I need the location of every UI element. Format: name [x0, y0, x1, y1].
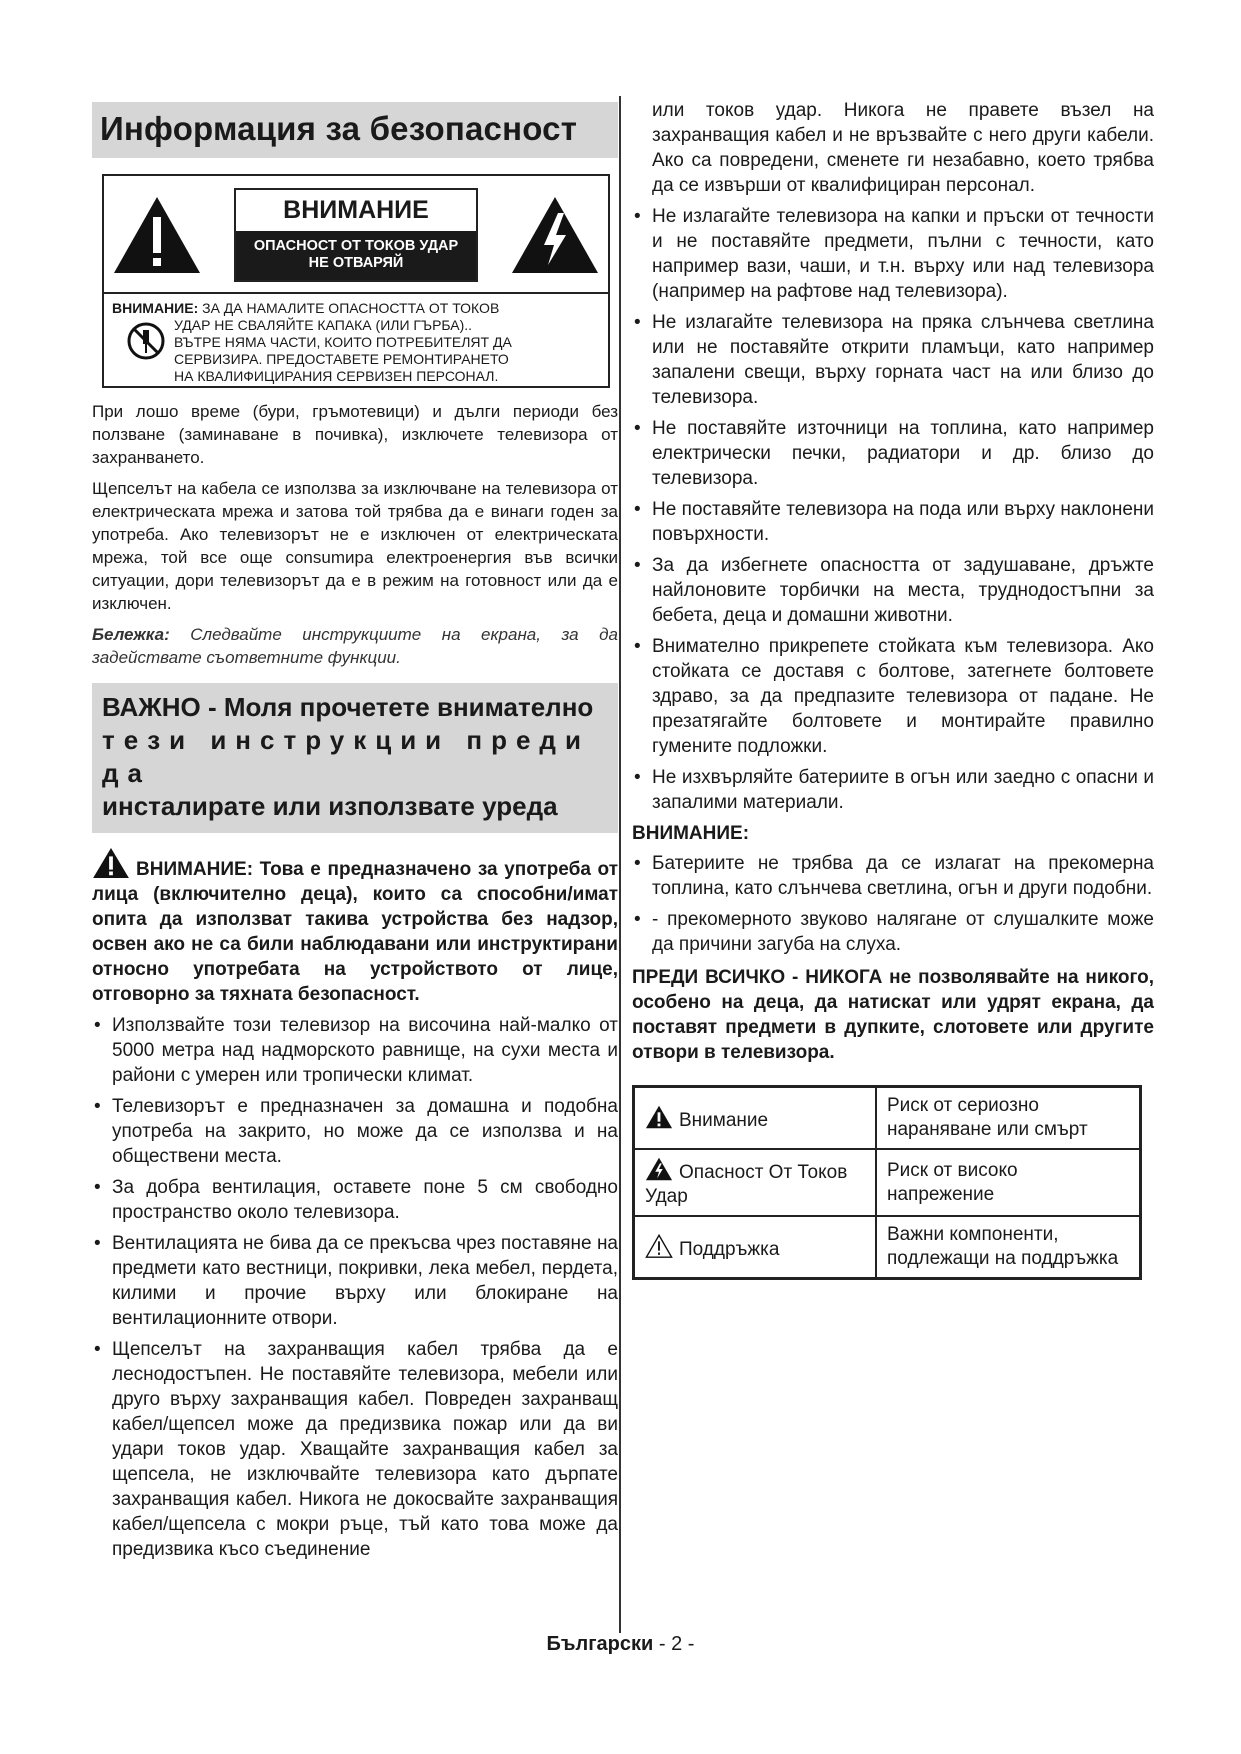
page-footer: Български - 2 - [546, 1633, 695, 1655]
paragraph-plug: Щепселът на кабела се използва за изключване на телевизора от електрическата мрежа и затова той трябва да е винаги годен за употреба. Ако телевизорът не е изключен от електрическата мрежа, той все още consumира електроенергия във всички ситуации, дори телевизорът да е в режим на готовност или да е изключен. [92, 479, 618, 613]
lightning-triangle-icon [510, 195, 600, 275]
warning-paragraph: ВНИМАНИЕ: Това е предназначено за употреба от лица (включително деца), които са способни/имат опита да използват такива устройства без надзор, освен ако не са били наблюдавани или инструктирани относно употребата на устройството от лице, отговорно за тяхната безопасност. [92, 847, 618, 1007]
no-screwdriver-icon [126, 321, 166, 361]
exclamation-triangle-icon [112, 195, 202, 275]
list-item: • Използвайте този телевизор на височина най-малко от 5000 метра над надморското равнище, на сухи места и райони с умерен или тропически климат. [92, 1013, 618, 1088]
table-row: Поддръжка Важни компоненти, подлежащи на поддръжка [634, 1216, 1141, 1279]
important-heading: ВАЖНО - Моля прочетете внимателно тези инструкции преди да инсталирате или използвате уреда [92, 683, 618, 833]
warning-triangle-icon [645, 1104, 673, 1130]
list-item: • Не поставяйте източници на топлина, като например електрически печки, радиатори и др. близо до телевизора. [632, 416, 1154, 491]
symbols-table [632, 1085, 1142, 1280]
list-item: • Не излагайте телевизора на пряка слънчева светлина или не поставяйте открити пламъци, като например запалени свещи, върху горната част на или близо до телевизора. [632, 310, 1154, 410]
right-bullet-list [632, 204, 1154, 815]
paragraph-storm: При лошо време (бури, гръмотевици) и дълги периоди без ползване (заминаване в почивка), изключете телевизора от захранването. [92, 402, 618, 467]
never-warning: ПРЕДИ ВСИЧКО - НИКОГА не позволявайте на никого, особено на деца, да натискат или удрят екрана, да поставят предмети в дупките, слотовете или другите отвори в телевизора. [632, 967, 1154, 1063]
list-item: • Не изхвърляйте батериите в огън или заедно с опасни и запалими материали. [632, 765, 1154, 815]
caution-title: ВНИМАНИЕ [283, 196, 429, 224]
warning-triangle-icon [92, 847, 130, 879]
list-item: • Щепселът на захранващия кабел трябва да е леснодостъпен. Не поставяйте телевизора, мебели или друго върху захранващия кабел. Повреден захранващ кабел/щепсел може да предизвика пожар или да ви удари токов удар. Хващайте захранващия кабел за щепсела, не изключвайте телевизора като дърпате захранващия кабел. Никога не докосвайте захранващия кабел/щепсела с мокри ръце, тъй като това може да предизвика късо съединение [92, 1337, 618, 1562]
list-item: • Не излагайте телевизора на капки и пръски от течности и не поставяйте предмети, пълни с течности, като например вази, чаши, и т.н. върху или над телевизора (например на рафтове над телевизора). [632, 204, 1154, 304]
electric-shock-icon [645, 1156, 673, 1182]
caution-title-box [234, 188, 478, 282]
right-column [632, 100, 1154, 1280]
maintenance-triangle-icon [645, 1233, 673, 1259]
left-column [92, 100, 618, 1568]
list-item: • Внимателно прикрепете стойката към телевизора. Ако стойката се доставя с болтове, затегнете болтовете здраво, за да предпазите телевизора от падане. Не презатягайте болтовете и монтирайте правилно гумените подложки. [632, 634, 1154, 759]
list-item: • За добра вентилация, оставете поне 5 см свободно пространство около телевизора. [92, 1175, 618, 1225]
battery-warning-heading: ВНИМАНИЕ: [632, 823, 750, 844]
caution-text: ВНИМАНИЕ: ЗА ДА НАМАЛИТЕ ОПАСНОСТТА ОТ ТОКОВ УДАР НЕ СВАЛЯЙТЕ КАПАКА (ИЛИ ГЪРБА).. ВЪТРЕ НЯМА ЧАСТИ, КОИТО ПОТРЕБИТЕЛЯТ ДА СЕРВИЗИРА. ПРЕДОСТАВЕТЕ РЕМОНТИРАНЕТО НА КВАЛИФИЦИРАНИЯ СЕРВИЗЕН ПЕРСОНАЛ. [112, 300, 512, 384]
caution-label-box [102, 174, 610, 388]
page-title: Информация за безопасност [92, 102, 618, 158]
list-item: • - прекомерното звуково налягане от слушалките може да причини загуба на слуха. [632, 907, 1154, 957]
left-bullet-list [92, 1013, 618, 1562]
list-item: • Вентилацията не бива да се прекъсва чрез поставяне на предмети като вестници, покривки, лека мебел, пердета, килими и прочие върху или блокиране на вентилационните отвори. [92, 1231, 618, 1331]
table-row: Внимание Риск от сериозно нараняване или смърт [634, 1087, 1141, 1150]
table-row: Опасност От Токов Удар Риск от високо напрежение [634, 1149, 1141, 1216]
list-item: • Батериите не трябва да се излагат на прекомерна топлина, като слънчева светлина, огън и други подобни. [632, 851, 1154, 901]
caution-subtitle: ОПАСНОСТ ОТ ТОКОВ УДАР НЕ ОТВАРЯЙ [236, 231, 476, 280]
battery-bullet-list [632, 851, 1154, 957]
note: Бележка: Следвайте инструкциите на екрана, за да задействате съответните функции. [92, 625, 618, 667]
continued-text: или токов удар. Никога не правете възел на захранващия кабел и не връзвайте с него други кабели. Ако са повредени, сменете ги незабавно, което трябва да се извърши от квалифициран персонал. [652, 100, 1154, 196]
list-item: • За да избегнете опасността от задушаване, дръжте найлоновите торбички на места, труднодостъпни за бебета, деца и домашни животни. [632, 553, 1154, 628]
list-item: • Не поставяйте телевизора на пода или върху наклонени повърхности. [632, 497, 1154, 547]
column-divider [619, 96, 621, 1633]
list-item: • Телевизорът е предназначен за домашна и подобна употреба на закрито, но може да се използва и на обществени места. [92, 1094, 618, 1169]
